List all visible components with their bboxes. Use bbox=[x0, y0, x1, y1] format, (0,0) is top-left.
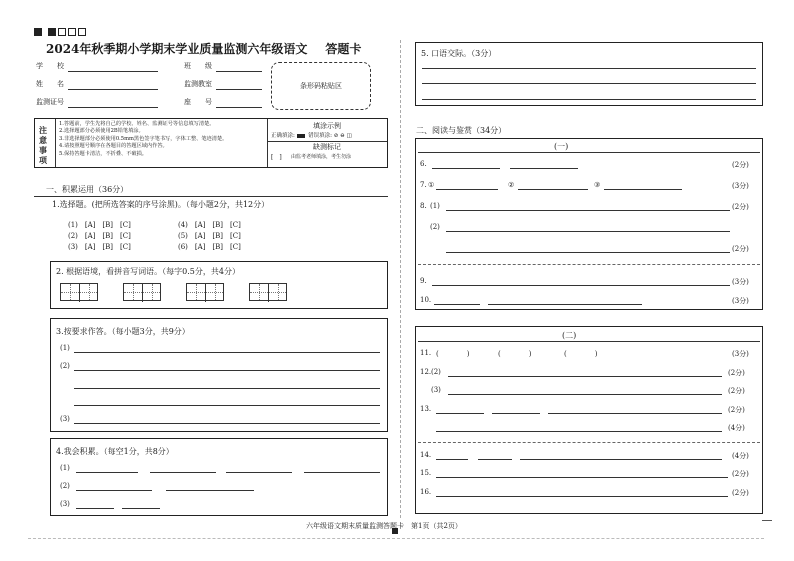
choice-3[interactable]: (3) [A] [B] [C] bbox=[68, 243, 131, 251]
notice-label: 注意事项 bbox=[39, 125, 47, 165]
name-label: 姓 名 bbox=[36, 80, 64, 88]
blank[interactable] bbox=[436, 413, 484, 414]
q14-num: 14. bbox=[420, 451, 432, 459]
absent-mark[interactable]: [ ] bbox=[271, 154, 282, 161]
q4-title: 4.我会积累。（每空1分，共8分） bbox=[56, 447, 174, 456]
blank[interactable] bbox=[478, 459, 512, 460]
q3-label-1: (1) bbox=[60, 344, 70, 352]
blank[interactable] bbox=[510, 168, 578, 169]
answer-line[interactable] bbox=[436, 431, 722, 432]
score: (2分) bbox=[728, 369, 745, 377]
blank[interactable] bbox=[518, 189, 588, 190]
school-field[interactable] bbox=[68, 71, 158, 72]
name-field[interactable] bbox=[68, 89, 158, 90]
score: (2分) bbox=[728, 387, 745, 395]
blank[interactable] bbox=[488, 304, 642, 305]
circle-2: ② bbox=[508, 181, 515, 189]
score: (2分) bbox=[732, 245, 749, 253]
circle-1: ① bbox=[428, 181, 435, 189]
blank[interactable] bbox=[432, 168, 500, 169]
answer-line[interactable] bbox=[422, 99, 756, 100]
choice-5[interactable]: (5) [A] [B] [C] bbox=[178, 232, 241, 240]
circle-3: ③ bbox=[594, 181, 601, 189]
q3-label-3: (3) bbox=[60, 415, 70, 423]
notice-box bbox=[34, 118, 388, 168]
paren-blank[interactable]: ( ) bbox=[564, 350, 598, 358]
answer-line[interactable] bbox=[436, 477, 728, 478]
score: (3分) bbox=[732, 297, 749, 305]
blank[interactable] bbox=[76, 472, 138, 473]
barcode-area bbox=[271, 62, 371, 110]
score: (2分) bbox=[732, 161, 749, 169]
blank[interactable] bbox=[226, 472, 292, 473]
answer-line[interactable] bbox=[74, 423, 380, 424]
tianzige-box[interactable] bbox=[60, 283, 98, 301]
notice-item: 3.非选择题部分必须使用0.5mm黑色签字笔书写，字体工整、笔迹清楚。 bbox=[59, 135, 228, 142]
q8-num: 8. bbox=[420, 202, 427, 210]
absent-note: 由监考老师填涂，考生勿涂 bbox=[291, 154, 352, 160]
q5-title: 5. 口语交际。（3分） bbox=[421, 49, 497, 58]
answer-line[interactable] bbox=[74, 405, 380, 406]
page-footer: 六年级语文期末质量监测答题卡 第1页（共2页） bbox=[306, 522, 462, 530]
paren-blank[interactable]: ( ) bbox=[436, 350, 470, 358]
choice-2[interactable]: (2) [A] [B] [C] bbox=[68, 232, 131, 240]
blank[interactable] bbox=[76, 508, 114, 509]
score: (2分) bbox=[732, 470, 749, 478]
q16-num: 16. bbox=[420, 488, 432, 496]
absent-title: 缺测标记 bbox=[313, 143, 341, 151]
blank[interactable] bbox=[150, 472, 216, 473]
room-label: 监测教室 bbox=[184, 80, 212, 88]
fill-example-title: 填涂示例 bbox=[313, 122, 341, 130]
answer-line[interactable] bbox=[446, 231, 730, 232]
score: (3分) bbox=[732, 278, 749, 286]
class-label: 班 级 bbox=[184, 62, 212, 70]
answer-line[interactable] bbox=[74, 388, 380, 389]
answer-line[interactable] bbox=[432, 285, 730, 286]
seat-label: 座 号 bbox=[184, 98, 212, 106]
part1-title: (一) bbox=[554, 142, 569, 151]
notice-items bbox=[59, 121, 269, 158]
q10-num: 10. bbox=[420, 296, 432, 304]
id-label: 监测证号 bbox=[36, 98, 64, 106]
q12-sub3: (3) bbox=[431, 386, 441, 394]
blank[interactable] bbox=[436, 189, 498, 190]
blank[interactable] bbox=[492, 413, 540, 414]
corner-marks bbox=[34, 27, 88, 36]
tianzige-box[interactable] bbox=[186, 283, 224, 301]
room-field[interactable] bbox=[216, 89, 262, 90]
notice-item: 5.保持答题卡清洁，不折叠、不破损。 bbox=[59, 150, 147, 157]
q9-num: 9. bbox=[420, 277, 427, 285]
answer-line[interactable] bbox=[446, 210, 730, 211]
blank[interactable] bbox=[76, 490, 152, 491]
blank[interactable] bbox=[604, 189, 682, 190]
answer-line[interactable] bbox=[446, 252, 730, 253]
q15-num: 15. bbox=[420, 469, 432, 477]
q12-num: 12. bbox=[420, 368, 432, 376]
score: (3分) bbox=[732, 350, 749, 358]
score: (3分) bbox=[732, 182, 749, 190]
seat-field[interactable] bbox=[216, 107, 262, 108]
blank[interactable] bbox=[304, 472, 380, 473]
oral-box bbox=[415, 42, 763, 106]
id-field[interactable] bbox=[68, 107, 158, 108]
choice-1[interactable]: (1) [A] [B] [C] bbox=[68, 221, 131, 229]
q3-label-2: (2) bbox=[60, 362, 70, 370]
q1-title: 1.选择题。(把所选答案的序号涂黑)。（每小题2分，共12分） bbox=[52, 200, 270, 209]
choice-6[interactable]: (6) [A] [B] [C] bbox=[178, 243, 241, 251]
q8-sub2: (2) bbox=[430, 223, 440, 231]
section2-title: 二、阅读与鉴赏（34分） bbox=[416, 126, 507, 135]
section1-title: 一、积累运用（36分） bbox=[46, 185, 129, 194]
answer-line[interactable] bbox=[436, 496, 728, 497]
school-label: 学 校 bbox=[36, 62, 64, 70]
score: (2分) bbox=[732, 489, 749, 497]
q7-num: 7. bbox=[420, 181, 427, 189]
answer-line[interactable] bbox=[448, 394, 722, 395]
answer-line[interactable] bbox=[520, 459, 722, 460]
notice-item: 1.答题前，学生先将自己的学校、姓名、监测证号等信息填写清楚。 bbox=[59, 121, 215, 127]
notice-item: 2.选择题部分必须使用2B铅笔填涂。 bbox=[59, 128, 144, 135]
part2-title: (二) bbox=[562, 331, 577, 340]
q13-num: 13. bbox=[420, 405, 432, 413]
q12-sub2: (2) bbox=[431, 368, 441, 376]
class-field[interactable] bbox=[216, 71, 262, 72]
q11-num: 11. bbox=[420, 349, 432, 357]
answer-line[interactable] bbox=[422, 68, 756, 69]
barcode-label: 条形码粘贴区 bbox=[300, 82, 342, 90]
q4-label-2: (2) bbox=[60, 482, 70, 490]
answer-line[interactable] bbox=[448, 376, 722, 377]
score: (4分) bbox=[728, 424, 745, 432]
q8-sub1: (1) bbox=[430, 202, 440, 210]
tianzige-box[interactable] bbox=[123, 283, 161, 301]
fill-example: 正确填涂: 错误填涂: ⊘ ⊖ ◫ bbox=[271, 133, 352, 139]
score: (4分) bbox=[732, 452, 749, 460]
choice-4[interactable]: (4) [A] [B] [C] bbox=[178, 221, 241, 229]
q3-box bbox=[50, 318, 388, 432]
q4-box bbox=[50, 438, 388, 516]
blank[interactable] bbox=[166, 490, 254, 491]
answer-line[interactable] bbox=[548, 413, 722, 414]
q4-label-3: (3) bbox=[60, 500, 70, 508]
q6-num: 6. bbox=[420, 160, 427, 168]
page-title: 2024年秋季期小学期末学业质量监测六年级语文 答题卡 bbox=[46, 42, 362, 56]
q2-title: 2. 根据语境，看拼音写词语。（每字0.5分，共4分） bbox=[56, 267, 240, 276]
q4-label-1: (1) bbox=[60, 464, 70, 472]
answer-line[interactable] bbox=[422, 83, 756, 84]
blank[interactable] bbox=[436, 459, 468, 460]
answer-line[interactable] bbox=[74, 370, 380, 371]
paren-blank[interactable]: ( ) bbox=[498, 350, 532, 358]
tianzige-box[interactable] bbox=[249, 283, 287, 301]
q3-title: 3.按要求作答。（每小题3分，共9分） bbox=[56, 327, 190, 336]
blank[interactable] bbox=[122, 508, 160, 509]
score: (2分) bbox=[728, 406, 745, 414]
score: (2分) bbox=[732, 203, 749, 211]
notice-item: 4.请按照题号顺序在各题目的答题区域内作答。 bbox=[59, 143, 168, 150]
blank[interactable] bbox=[434, 304, 480, 305]
answer-line[interactable] bbox=[74, 352, 380, 353]
